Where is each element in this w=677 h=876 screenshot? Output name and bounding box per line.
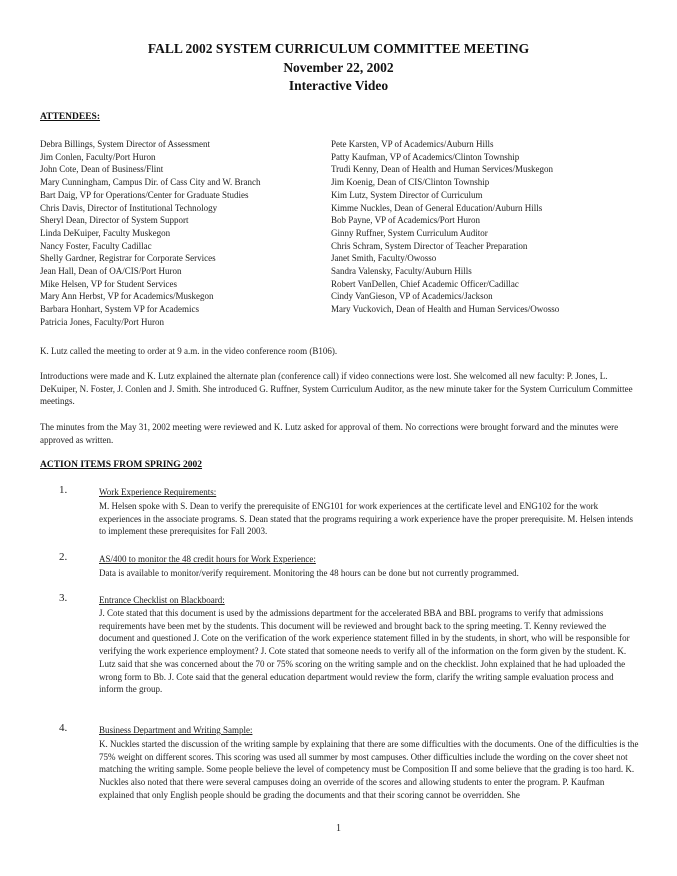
attendee: Cindy VanGieson, VP of Academics/Jackson bbox=[331, 291, 493, 302]
meeting-subtitle: Interactive Video bbox=[288, 78, 389, 93]
attendee: Barbara Honhart, System VP for Academics bbox=[40, 304, 199, 315]
action-item-number: 4. bbox=[59, 722, 68, 734]
meeting-date: November 22, 2002 bbox=[283, 60, 394, 75]
attendee: Jean Hall, Dean of OA/CIS/Port Huron bbox=[40, 266, 182, 277]
attendee: Robert VanDellen, Chief Academic Officer/Cadillac bbox=[331, 278, 519, 289]
attendee: Patricia Jones, Faculty/Port Huron bbox=[40, 316, 164, 327]
attendee: Bart Daig, VP for Operations/Center for Graduate Studies bbox=[40, 189, 249, 200]
attendee: Chris Schram, System Director of Teacher Preparation bbox=[331, 240, 528, 251]
action-item-number: 3. bbox=[59, 592, 68, 604]
call-to-order-paragraph: K. Lutz called the meeting to order at 9 a.m. in the video conference room (B106). bbox=[40, 346, 338, 356]
document-title: FALL 2002 SYSTEM CURRICULUM COMMITTEE MEETING bbox=[147, 41, 530, 56]
minutes-approval-paragraph: The minutes from the May 31, 2002 meeting were reviewed and K. Lutz asked for approval of them. No corrections were brought forward and the minutes were approved as written. bbox=[40, 422, 619, 445]
page-number: 1 bbox=[336, 823, 341, 834]
attendee: Pete Karsten, VP of Academics/Auburn Hills bbox=[331, 139, 494, 149]
action-item-body: J. Cote stated that this document is used by the admissions department for the accelerated BBA and BBL programs to verify that admissions requirements have been met by the students. This document will be reviewed and brought back to the spring meeting. T. Kenny reviewed the document and questioned J. Cote on the verification of the work experience statement filled in by the students, in short, who will be responsible for verifying the work experience employment? J. Cote stated that someone needs to verify all of the information on the form given by the student. K. Lutz said that she was concerned about the 70 or 75% scoring on the writing sample and on the checklist. John explained that he had uploaded the wrong form to Bb. J. Cote said that the general education department would review the form, clarify the writing sample evaluation process and inform the group. bbox=[99, 608, 630, 695]
attendee: Nancy Foster, Faculty Cadillac bbox=[40, 240, 152, 251]
action-item-body: M. Helsen spoke with S. Dean to verify the prerequisite of ENG101 for work experiences at the certificate level and ENG102 for the work experiences in the associate programs. S. Dean stated that the programs requiring a work experience have the proper prerequisite. M. Helsen intends to implement these prerequisites for Fall 2003. bbox=[99, 501, 634, 537]
attendee: Janet Smith, Faculty/Owosso bbox=[331, 253, 437, 264]
attendee: Linda DeKuiper, Faculty Muskegon bbox=[40, 227, 171, 238]
attendee: Chris Davis, Director of Institutional Technology bbox=[40, 202, 218, 213]
action-item-number: 2. bbox=[59, 551, 68, 563]
attendee: Sandra Valensky, Faculty/Auburn Hills bbox=[331, 266, 472, 277]
action-item-title: Business Department and Writing Sample: bbox=[99, 725, 253, 735]
attendee: Ginny Ruffner, System Curriculum Auditor bbox=[331, 227, 488, 238]
attendee: Kimme Nuckles, Dean of General Education/Auburn Hills bbox=[331, 202, 543, 213]
action-item-title: Entrance Checklist on Blackboard: bbox=[99, 595, 225, 605]
attendee: Shelly Gardner, Registrar for Corporate Services bbox=[40, 253, 216, 264]
introductions-paragraph: Introductions were made and K. Lutz explained the alternate plan (conference call) if video connections were lost. She welcomed all new faculty: P. Jones, L. DeKuiper, N. Foster, J. Conlen and J. Smith. She introduced G. Ruffner, System Curriculum Auditor, as the new minute taker for the System Curriculum Committee meetings. bbox=[40, 371, 633, 407]
attendee: Kim Lutz, System Director of Curriculum bbox=[331, 189, 483, 200]
attendee: Mary Vuckovich, Dean of Health and Human Services/Owosso bbox=[331, 304, 560, 315]
attendees-right-column bbox=[331, 138, 559, 316]
attendees-left-column bbox=[40, 138, 261, 329]
attendee: John Cote, Dean of Business/Flint bbox=[40, 164, 164, 175]
attendee: Mike Helsen, VP for Student Services bbox=[40, 278, 177, 289]
attendee: Mary Ann Herbst, VP for Academics/Muskegon bbox=[40, 291, 214, 302]
action-item-title: Work Experience Requirements: bbox=[99, 487, 217, 497]
attendee: Patty Kaufman, VP of Academics/Clinton Township bbox=[331, 151, 520, 162]
attendee: Mary Cunningham, Campus Dir. of Cass City and W. Branch bbox=[40, 177, 261, 188]
attendee: Trudi Kenny, Dean of Health and Human Services/Muskegon bbox=[331, 164, 554, 175]
attendee: Bob Payne, VP of Academics/Port Huron bbox=[331, 215, 480, 226]
action-items-heading: ACTION ITEMS FROM SPRING 2002 bbox=[40, 460, 203, 470]
attendee: Sheryl Dean, Director of System Support bbox=[40, 215, 189, 226]
attendee: Jim Conlen, Faculty/Port Huron bbox=[40, 151, 156, 162]
action-item-body: K. Nuckles started the discussion of the writing sample by explaining that there are some difficulties with the documents. One of the difficulties is the 75% weight on different scores. This scoring was used all summer by most campuses. Other difficulties include the wording on the cover sheet not matching the writing sample. Some people believe the level of competency must be Composition II and some believe that the grading is too hard. K. Nuckles also noted that there were several campuses doing an override of the scores and allowing students to enter the program. P. Kaufman explained that only English people should be grading the documents and that their scoring cannot be overridden. She bbox=[99, 739, 639, 800]
attendee: Jim Koenig, Dean of CIS/Clinton Township bbox=[331, 177, 490, 188]
attendee: Debra Billings, System Director of Assessment bbox=[40, 139, 210, 149]
action-item-number: 1. bbox=[59, 484, 68, 496]
attendees-heading: ATTENDEES: bbox=[40, 112, 101, 122]
action-item-body: Data is available to monitor/verify requirement. Monitoring the 48 hours can be done but not currently programmed. bbox=[99, 568, 519, 578]
action-item-title: AS/400 to monitor the 48 credit hours for Work Experience: bbox=[99, 554, 316, 564]
